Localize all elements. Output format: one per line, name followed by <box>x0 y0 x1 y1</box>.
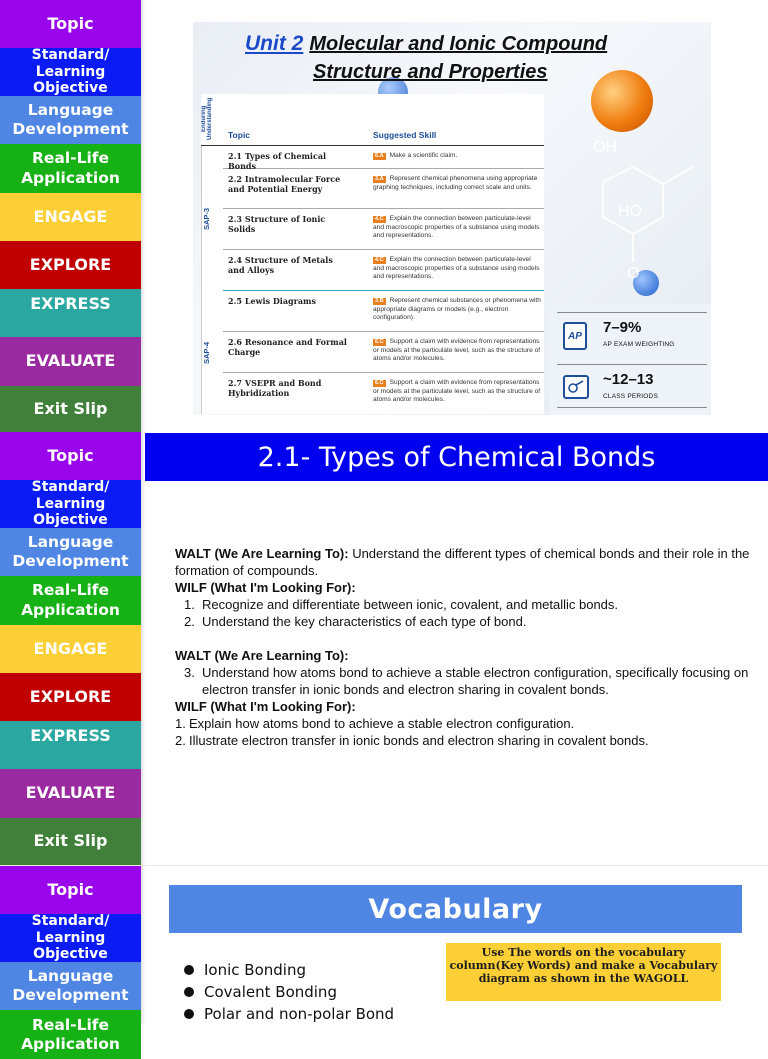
exam-weighting-value: 7–9% <box>603 319 642 336</box>
nav-label: Language Development <box>12 532 129 570</box>
nav-exit-slip[interactable]: Exit Slip <box>0 818 141 865</box>
row-topic <box>228 297 348 307</box>
skill-code: 6.C <box>375 339 384 345</box>
row-topic-text: Lewis Diagrams <box>244 296 316 306</box>
skill-code: 6.A <box>375 153 384 159</box>
vocabulary-title: Vocabulary <box>169 885 742 933</box>
row-topic-text: Types of Chemical Bonds <box>228 151 327 171</box>
nav-topic[interactable]: Topic <box>0 432 141 480</box>
wilf-heading: WILF (What I'm Looking For): <box>175 580 356 595</box>
row-topic <box>228 256 348 275</box>
vocabulary-instruction-note: Use The words on the vocabulary column(Key Words) and make a Vocabulary diagram as shown in the WAGOLL <box>446 943 721 1001</box>
slide-unit-overview <box>0 0 768 432</box>
item-text: Explain how atoms bond to achieve a stable electron configuration. <box>189 716 575 731</box>
nav-label: Standard/ Learning Objective <box>31 912 110 963</box>
row-topic <box>228 379 348 398</box>
row-topic-text: Structure of Metals and Alloys <box>228 255 333 275</box>
learning-objectives <box>175 545 755 749</box>
row-topic <box>228 175 348 194</box>
vocabulary-list <box>182 959 394 1025</box>
nav-label: Real-Life Application <box>21 149 120 187</box>
wilf-heading: WILF (What I'm Looking For): <box>175 699 356 714</box>
row-num: 2.1 <box>228 151 242 161</box>
item-number: 2. <box>175 733 186 748</box>
row-topic-text: Intramolecular Force and Potential Energy <box>228 174 341 194</box>
unit-number: Unit 2 <box>245 32 304 55</box>
list-item: Polar and non-polar Bond <box>182 1003 394 1025</box>
molecule-label-o: O <box>627 265 640 282</box>
molecule-structure-icon <box>543 112 711 292</box>
col-skill-header: Suggested Skill <box>373 130 437 140</box>
wilf-list <box>175 596 755 630</box>
skill-code: 6.C <box>375 380 384 386</box>
row-skill-text: Support a claim with evidence from representations or models at the particulate level, such as the structure of atoms and/or molecules. <box>373 379 541 404</box>
nav-label: Language Development <box>12 966 129 1004</box>
nav-exit-slip[interactable]: Exit Slip <box>0 386 141 432</box>
nav-express[interactable]: EXPRESS <box>0 721 141 769</box>
row-skill <box>373 379 543 405</box>
row-num: 2.2 <box>228 174 242 184</box>
nav-topic[interactable]: Topic <box>0 0 141 48</box>
row-num: 2.6 <box>228 337 242 347</box>
nav-label: Real-Life Application <box>21 581 120 619</box>
row-skill-text: Represent chemical substances or phenomena with appropriate diagrams or models (e.g., electron configuration). <box>373 297 541 322</box>
item-number: 1. <box>184 597 195 612</box>
row-topic <box>228 215 348 234</box>
nav-evaluate[interactable]: EVALUATE <box>0 337 141 386</box>
spacer <box>175 630 755 647</box>
row-skill-text: Make a scientific claim. <box>389 152 458 159</box>
item-number: 3. <box>184 665 195 680</box>
nav-standard-objective[interactable] <box>0 48 141 96</box>
unit-title-line2: Structure and Properties <box>313 61 548 83</box>
walt-1 <box>175 545 755 579</box>
group-sap4-label: SAP-4 <box>201 291 223 414</box>
molecule-label-ho: HO <box>618 203 642 220</box>
nav-standard-objective[interactable] <box>0 480 141 528</box>
table-row <box>223 250 544 291</box>
sidebar-shadow <box>141 866 145 1024</box>
class-periods-label: CLASS PERIODS <box>603 393 658 400</box>
walt-text: Understand the different types of chemical bonds and their role in the formation of compounds. <box>175 546 750 578</box>
ap-icon: AP <box>563 322 587 350</box>
item-text: Understand the key characteristics of each type of bond. <box>202 614 527 629</box>
list-item <box>175 613 755 630</box>
item-number: 1. <box>175 716 186 731</box>
group-sap3-label: SAP-3 <box>201 146 223 291</box>
table-row <box>223 373 544 414</box>
item-number: 2. <box>184 614 195 629</box>
exam-weighting-stat <box>557 312 707 356</box>
row-topic <box>228 338 348 357</box>
row-num: 2.5 <box>228 296 242 306</box>
table-header <box>201 124 544 146</box>
row-skill <box>373 256 543 282</box>
walt-heading: WALT (We Are Learning To): <box>175 546 349 561</box>
slide-lesson-objectives <box>0 432 768 865</box>
unit-title <box>245 30 665 86</box>
topics-skills-table <box>201 94 544 414</box>
class-periods-value: ~12–13 <box>603 371 654 388</box>
nav-topic[interactable]: Topic <box>0 866 141 914</box>
exam-weighting-label: AP EXAM WEIGHTING <box>603 341 675 348</box>
row-skill-text: Represent chemical phenomena using appropriate graphing techniques, including correct scale and units. <box>373 175 538 191</box>
nav-real-life-application[interactable] <box>0 144 141 193</box>
unit-title-line1: Molecular and Ionic Compound <box>309 33 608 55</box>
nav-language-development[interactable] <box>0 96 141 144</box>
row-num: 2.4 <box>228 255 242 265</box>
row-skill <box>373 152 543 161</box>
row-num: 2.3 <box>228 214 242 224</box>
skill-code: 4.C <box>375 257 384 263</box>
class-periods-stat <box>557 364 707 408</box>
item-text: Recognize and differentiate between ionic, covalent, and metallic bonds. <box>202 597 619 612</box>
skill-code: 4.C <box>375 216 384 222</box>
nav-real-life-application[interactable] <box>0 576 141 625</box>
list-item <box>175 596 755 613</box>
walt-list <box>175 664 755 698</box>
list-item: Covalent Bonding <box>182 981 394 1003</box>
nav-explore[interactable]: EXPLORE <box>0 241 141 289</box>
table-row <box>223 169 544 209</box>
nav-standard-objective[interactable] <box>0 914 141 962</box>
unit-stats <box>549 304 711 415</box>
row-topic-text: Resonance and Formal Charge <box>228 337 347 357</box>
nav-real-life-application[interactable] <box>0 1010 141 1059</box>
sidebar-nav <box>0 432 141 865</box>
row-topic-text: Structure of Ionic Solids <box>228 214 326 234</box>
row-skill-text: Explain the connection between particulate-level and macroscopic properties of a substance using models and representations. <box>373 215 540 240</box>
nav-label: Real-Life Application <box>21 1016 120 1054</box>
nav-language-development[interactable] <box>0 962 141 1010</box>
item-text: Understand how atoms bond to achieve a stable electron configuration, specifically focusing on electron transfer in ionic bonds and electron sharing in covalent bonds. <box>202 665 749 697</box>
sidebar-nav <box>0 866 141 1054</box>
row-skill-text: Support a claim with evidence from representations or models at the particulate level, such as the structure of atoms and/or molecules. <box>373 338 541 363</box>
sidebar-shadow <box>141 0 145 432</box>
nav-label: Standard/ Learning Objective <box>31 46 110 97</box>
item-text: Illustrate electron transfer in ionic bonds and electron sharing in covalent bonds. <box>189 733 649 748</box>
table-row <box>223 332 544 373</box>
nav-label: Language Development <box>12 100 129 138</box>
clock-icon <box>563 375 589 399</box>
nav-engage[interactable]: ENGAGE <box>0 625 141 673</box>
skill-code: 3.B <box>375 298 384 304</box>
row-skill <box>373 297 543 323</box>
molecule-label-oh: OH <box>593 139 617 156</box>
row-skill <box>373 338 543 364</box>
sidebar-shadow <box>141 432 145 865</box>
unit-overview-image <box>193 22 711 415</box>
row-skill <box>373 175 543 192</box>
walt-heading: WALT (We Are Learning To): <box>175 648 349 663</box>
wilf-list <box>175 715 755 749</box>
sidebar-nav <box>0 0 141 432</box>
nav-evaluate[interactable]: EVALUATE <box>0 769 141 818</box>
list-item <box>175 715 755 732</box>
row-skill <box>373 215 543 241</box>
list-item: Ionic Bonding <box>182 959 394 981</box>
row-topic-text: VSEPR and Bond Hybridization <box>228 378 322 398</box>
list-item <box>175 732 755 749</box>
slide-vocabulary <box>0 865 768 1054</box>
skill-code: 3.A <box>375 176 384 182</box>
nav-language-development[interactable] <box>0 528 141 576</box>
lesson-title: 2.1- Types of Chemical Bonds <box>145 433 768 481</box>
list-item <box>175 664 755 698</box>
table-row <box>223 209 544 250</box>
col-topic-header: Topic <box>228 130 251 140</box>
enduring-understanding-header: Enduring Understanding <box>201 97 213 141</box>
table-row <box>223 146 544 169</box>
table-row <box>223 291 544 332</box>
nav-label: Standard/ Learning Objective <box>31 478 110 529</box>
nav-engage[interactable]: ENGAGE <box>0 193 141 241</box>
nav-express[interactable]: EXPRESS <box>0 289 141 337</box>
row-skill-text: Explain the connection between particulate-level and macroscopic properties of a substance using models and representations. <box>373 256 540 281</box>
nav-explore[interactable]: EXPLORE <box>0 673 141 721</box>
row-num: 2.7 <box>228 378 242 388</box>
